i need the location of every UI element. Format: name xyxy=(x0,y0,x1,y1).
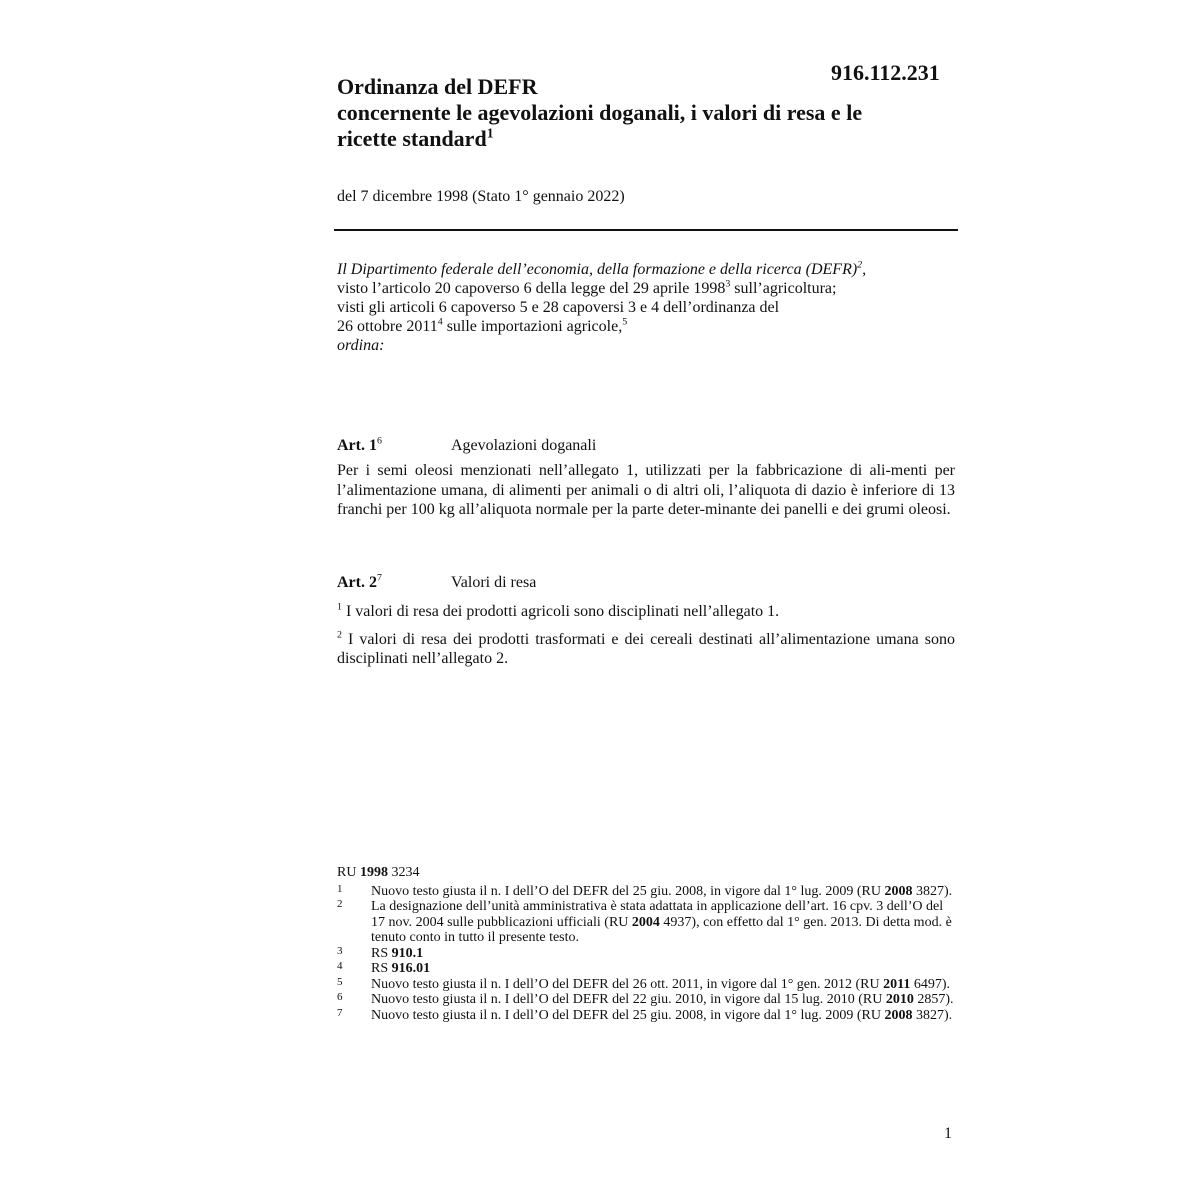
footnote-text-end: 6497). xyxy=(910,976,951,992)
header-divider xyxy=(334,229,958,231)
footnote-number: 5 xyxy=(337,975,343,988)
article-1-title: Agevolazioni doganali xyxy=(451,437,597,454)
footnote-number: 4 xyxy=(337,960,343,972)
footnotes xyxy=(337,865,955,1023)
title-line-3-text: ricette standard xyxy=(337,126,487,151)
footnote-text: Nuovo testo giusta il n. I dell’O del DEFR del 22 giu. 2010, in vigore dal 15 lug. 2010 (RU xyxy=(371,992,886,1007)
footnote-ref-7[interactable]: 7 xyxy=(376,572,382,584)
authority-text: Il Dipartimento federale dell’economia, della formazione e della ricerca (DEFR) xyxy=(337,261,858,278)
footnote-text: Nuovo testo giusta il n. I dell’O del DEFR del 25 giu. 2008, in vigore dal 1° lug. 2009 (RU xyxy=(371,1007,885,1023)
footnote-text-end: 4937), con effetto dal 1° gen. 2013. Di detta mod. è tenuto conto in tutto il presente testo. xyxy=(371,914,952,945)
article-2-number xyxy=(337,574,382,592)
ru-year: 1998 xyxy=(359,865,388,880)
footnote-ref-5[interactable]: 5 xyxy=(622,316,628,328)
article-2-heading xyxy=(337,574,955,596)
preamble-line-3-b: sulle importazioni agricole, xyxy=(442,318,623,335)
footnote-number: 7 xyxy=(337,1006,343,1019)
preamble-line-3-a: 26 ottobre 2011 xyxy=(337,318,438,335)
article-2 xyxy=(337,574,955,677)
footnote-text: RS xyxy=(371,945,392,961)
paragraph-2-text: I valori di resa dei prodotti trasformati e dei cereali destinati all’alimentazione umana sono disciplinati nell’allegato 2. xyxy=(337,630,955,667)
footnote-ref-6[interactable]: 6 xyxy=(376,435,382,447)
footnote-ref-1[interactable]: 1 xyxy=(486,125,494,141)
footnote-text-end: 3827). xyxy=(912,883,953,899)
preamble-line-1-b: sull’agricoltura; xyxy=(730,280,837,297)
article-1-label: Art. 1 xyxy=(337,437,377,454)
footnote-text: Nuovo testo giusta il n. I dell’O del DEFR del 26 ott. 2011, in vigore dal 1° gen. 2012 (RU xyxy=(371,976,884,992)
footnote-ref-2[interactable]: 2 xyxy=(857,259,863,271)
footnote-text-end: 3827). xyxy=(912,1007,953,1023)
article-1-body: Per i semi oleosi menzionati nell’allegato 1, utilizzati per la fabbricazione di ali-menti per l’alimentazione umana, di alimenti per animali o di altri oli, l’aliquota di dazio è inferiore di 13 franchi per 100 kg all’aliquota normale per la parte deter-minante dei panelli e dei grumi oleosi. xyxy=(337,462,955,518)
article-1 xyxy=(337,437,955,520)
title-line-2: concernente le agevolazioni doganali, i valori di resa e le xyxy=(337,100,863,125)
footnote-number: 3 xyxy=(337,944,343,957)
footnote-ref-year: 2011 xyxy=(883,976,911,992)
authority-end: , xyxy=(862,261,867,278)
footnote-3 xyxy=(337,946,955,962)
article-1-number xyxy=(337,437,382,455)
footnote-text: Nuovo testo giusta il n. I dell’O del DEFR del 25 giu. 2008, in vigore dal 1° lug. 2009 (RU xyxy=(371,883,885,899)
footnote-text: La designazione dell’unità amministrativa è stata adattata in applicazione dell’art. 16 cpv. 3 dell’O del 17 nov. 2004 sulle pubblicazioni ufficiali (RU xyxy=(371,899,944,930)
footnote-2 xyxy=(337,899,955,946)
sr-number: 916.112.231 xyxy=(831,60,940,85)
article-2-paragraph-2 xyxy=(337,630,955,669)
preamble-line-1 xyxy=(337,279,957,298)
ru-page: 3234 xyxy=(387,865,420,880)
footnote-ref-year: 2010 xyxy=(885,992,914,1007)
footnote-ref-year: 2004 xyxy=(631,914,660,930)
page-number: 1 xyxy=(944,1125,952,1142)
footnote-5 xyxy=(337,977,955,993)
footnote-ref-year: 2008 xyxy=(884,883,913,899)
preamble xyxy=(337,260,957,355)
title-line-1: Ordinanza del DEFR xyxy=(337,74,538,99)
footnote-1 xyxy=(337,884,955,900)
footnote-7 xyxy=(337,1008,955,1024)
article-2-title: Valori di resa xyxy=(451,574,537,591)
footnote-text: RS xyxy=(371,961,392,976)
footnote-ref-code: 916.01 xyxy=(391,961,431,976)
ru-reference xyxy=(337,865,955,881)
title-line-3 xyxy=(337,126,957,152)
footnote-number: 6 xyxy=(337,991,343,1003)
paragraph-number-2: 2 xyxy=(337,629,342,641)
preamble-line-3 xyxy=(337,317,957,336)
footnote-6 xyxy=(337,992,955,1008)
paragraph-number-1: 1 xyxy=(337,601,342,613)
footnote-number: 2 xyxy=(337,898,343,910)
footnote-ref-code: 910.1 xyxy=(391,945,424,961)
document-date: del 7 dicembre 1998 (Stato 1° gennaio 2022) xyxy=(337,188,625,205)
preamble-line-2: visti gli articoli 6 capoverso 5 e 28 capoversi 3 e 4 dell’ordinanza del xyxy=(337,299,780,316)
preamble-authority xyxy=(337,260,957,279)
footnote-number: 1 xyxy=(337,882,343,895)
preamble-line-1-a: visto l’articolo 20 capoverso 6 della legge del 29 aprile 1998 xyxy=(337,280,726,297)
ru-prefix: RU xyxy=(337,865,360,880)
paragraph-1-text: I valori di resa dei prodotti agricoli sono disciplinati nell’allegato 1. xyxy=(341,603,780,620)
footnote-ref-4[interactable]: 4 xyxy=(437,316,443,328)
footnote-ref-year: 2008 xyxy=(884,1007,913,1023)
article-1-heading xyxy=(337,437,955,459)
document-title xyxy=(337,74,957,152)
footnote-ref-3[interactable]: 3 xyxy=(725,278,731,290)
article-2-label: Art. 2 xyxy=(337,574,377,591)
article-2-paragraph-1 xyxy=(337,602,955,622)
footnote-text-end: 2857). xyxy=(913,992,954,1007)
footnote-4 xyxy=(337,961,955,977)
preamble-ordina: ordina: xyxy=(337,337,385,354)
